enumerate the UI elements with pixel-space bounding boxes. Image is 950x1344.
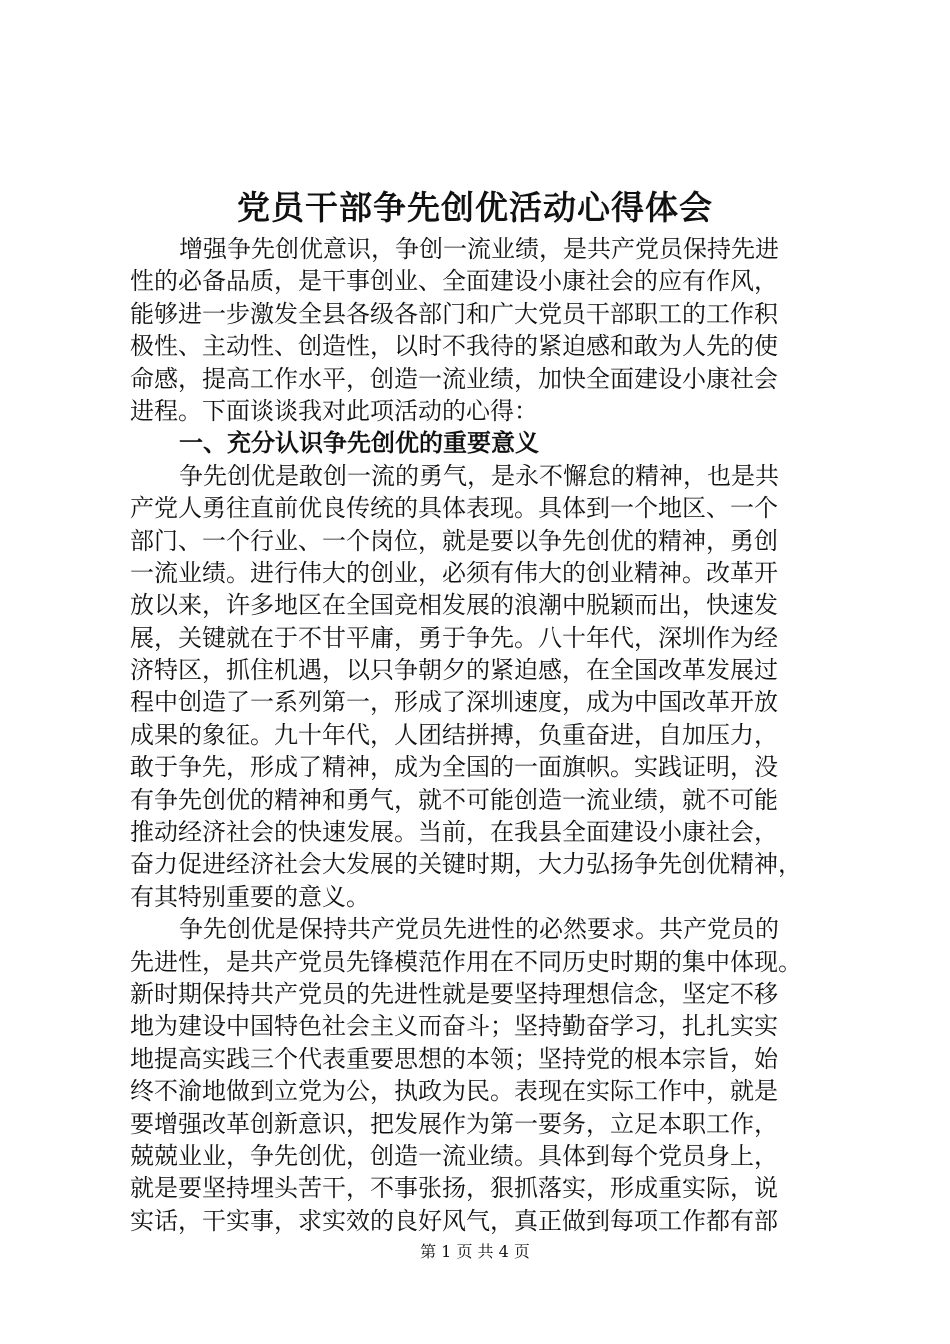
paragraph-1-line-4: 极性、主动性、创造性，以时不我待的紧迫感和敢为人先的使 [130, 332, 778, 361]
paragraph-3-line-3: 新时期保持共产党员的先进性就是要坚持理想信念，坚定不移 [130, 979, 778, 1008]
paragraph-1-line-1: 增强争先创优意识，争创一流业绩，是共产党员保持先进 [179, 235, 779, 263]
paragraph-2-line-4: 一流业绩。进行伟大的创业，必须有伟大的创业精神。改革开 [130, 558, 778, 587]
paragraph-2-line-6: 展，关键就在于不甘平庸，勇于争先。八十年代，深圳作为经 [130, 623, 778, 652]
paragraph-3-line-10: 实话，干实事，求实效的良好风气，真正做到每项工作都有部 [130, 1206, 778, 1235]
paragraph-2-line-12: 推动经济社会的快速发展。当前，在我县全面建设小康社会， [130, 818, 778, 847]
page-footer: 第 1 页 共 4 页 [420, 1242, 530, 1261]
paragraph-2-line-14: 有其特别重要的意义。 [130, 882, 370, 911]
document-title: 党员干部争先创优活动心得体会 [237, 188, 713, 227]
paragraph-3-line-1: 争先创优是保持共产党员先进性的必然要求。共产党员的 [179, 915, 779, 944]
paragraph-1-line-6: 进程。下面谈谈我对此项活动的心得： [130, 396, 538, 425]
paragraph-2-line-10: 敢于争先，形成了精神，成为全国的一面旗帜。实践证明，没 [130, 753, 778, 782]
document-body [130, 233, 830, 1237]
paragraph-2-line-3: 部门、一个行业、一个岗位，就是要以争先创优的精神，勇创 [130, 526, 778, 555]
paragraph-3-line-4: 地为建设中国特色社会主义而奋斗；坚持勤奋学习，扎扎实实 [130, 1012, 778, 1041]
paragraph-2-line-2: 产党人勇往直前优良传统的具体表现。具体到一个地区、一个 [130, 494, 778, 523]
paragraph-3-line-6: 终不渝地做到立党为公，执政为民。表现在实际工作中，就是 [130, 1077, 778, 1106]
paragraph-2-line-7: 济特区，抓住机遇，以只争朝夕的紧迫感，在全国改革发展过 [130, 656, 778, 685]
paragraph-3-line-9: 就是要坚持埋头苦干，不事张扬，狠抓落实，形成重实际，说 [130, 1174, 778, 1203]
section-heading-1: 一、充分认识争先创优的重要意义 [179, 429, 539, 458]
paragraph-3-line-7: 要增强改革创新意识，把发展作为第一要务，立足本职工作， [130, 1109, 778, 1138]
paragraph-3-line-8: 兢兢业业，争先创优，创造一流业绩。具体到每个党员身上， [130, 1141, 778, 1170]
paragraph-2-line-13: 奋力促进经济社会大发展的关键时期，大力弘扬争先创优精神， [130, 850, 802, 879]
paragraph-2-line-1: 争先创优是敢创一流的勇气，是永不懈怠的精神，也是共 [179, 461, 779, 490]
paragraph-1-line-2: 性的必备品质，是干事创业、全面建设小康社会的应有作风， [130, 267, 778, 296]
paragraph-2-line-9: 成果的象征。九十年代，人团结拼搏，负重奋进，自加压力， [130, 720, 778, 749]
paragraph-2-line-5: 放以来，许多地区在全国竞相发展的浪潮中脱颖而出，快速发 [130, 591, 778, 620]
paragraph-2-line-8: 程中创造了一系列第一，形成了深圳速度，成为中国改革开放 [130, 688, 778, 717]
paragraph-3-line-5: 地提高实践三个代表重要思想的本领；坚持党的根本宗旨，始 [130, 1044, 778, 1073]
paragraph-3-line-2: 先进性，是共产党员先锋模范作用在不同历史时期的集中体现。 [130, 947, 802, 976]
paragraph-1-line-3: 能够进一步激发全县各级各部门和广大党员干部职工的工作积 [130, 299, 778, 328]
paragraph-1-line-5: 命感，提高工作水平，创造一流业绩，加快全面建设小康社会 [130, 364, 778, 393]
paragraph-2-line-11: 有争先创优的精神和勇气，就不可能创造一流业绩，就不可能 [130, 785, 778, 814]
